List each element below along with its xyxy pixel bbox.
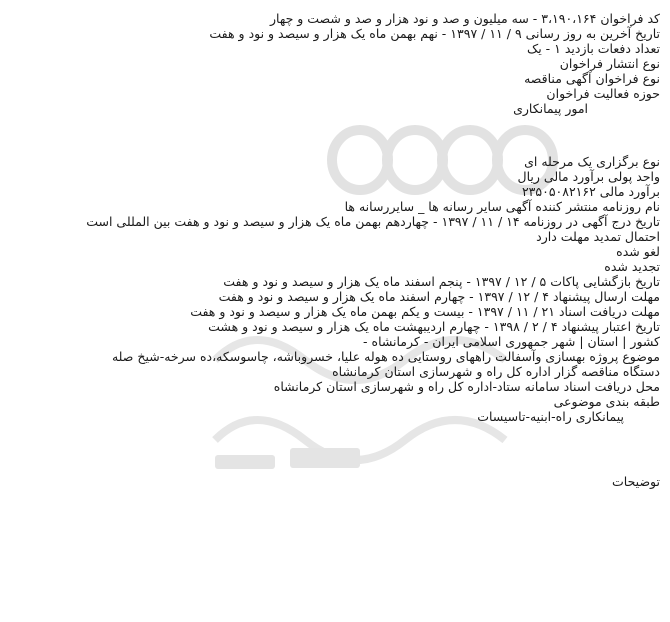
financial-estimate: برآورد مالی ۲۳۵۰۵۰۸۲۱۶۲ <box>521 184 660 199</box>
tender-notice <box>12 11 660 489</box>
publish-type: نوع انتشار فراخوان <box>559 56 660 71</box>
holding-type: نوع برگزاری یک مرحله ای <box>524 154 660 169</box>
subject-category-value: پیمانکاری راه-ابنیه-تاسیسات <box>477 409 624 424</box>
documents-deadline: مهلت دریافت اسناد ۲۱ / ۱۱ / ۱۳۹۷ - بیست و یکم بهمن ماه یک هزار و سیصد و نود و هفت <box>190 304 660 319</box>
proposal-validity-date: تاریخ اعتبار پیشنهاد ۴ / ۲ / ۱۳۹۸ - چهارم اردیبهشت ماه یک هزار و سیصد و نود و هشت <box>208 319 660 334</box>
subject: موضوع پروژه بهسازی وآسفالت راههای روستایی ده هوله علیا، خسروباشه، چاسوسکه،ده سرخه-شیخ صله <box>111 349 660 364</box>
newspaper-date: تاریخ درج آگهی در روزنامه ۱۴ / ۱۱ / ۱۳۹۷ - چهاردهم بهمن ماه یک هزار و سیصد و نود و هفت بین المللی است <box>86 214 660 229</box>
cancelled-status: لغو شده <box>616 244 660 259</box>
opening-date: تاریخ بازگشایی پاکات ۵ / ۱۲ / ۱۳۹۷ - پنجم اسفند ماه یک هزار و سیصد و نود و هفت <box>223 274 660 289</box>
location: کشور | استان | شهر جمهوری اسلامی ایران - کرمانشاه - <box>363 334 660 349</box>
documents-location: محل دریافت اسناد سامانه ستاد-اداره کل راه و شهرسازی استان کرمانشاه <box>273 379 660 394</box>
tendering-organization: دستگاه مناقصه گزار اداره کل راه و شهرسازی استان کرمانشاه <box>332 364 660 379</box>
extension-probability: احتمال تمدید مهلت دارد <box>536 229 660 244</box>
description-label: توضیحات <box>612 474 660 489</box>
view-count: تعداد دفعات بازدید ۱ - یک <box>527 41 660 56</box>
activity-field-label: حوزه فعالیت فراخوان <box>546 86 660 101</box>
submission-deadline: مهلت ارسال پیشنهاد ۴ / ۱۲ / ۱۳۹۷ - چهارم اسفند ماه یک هزار و سیصد و نود و هفت <box>218 289 660 304</box>
subject-category-label: طبقه بندی موضوعی <box>553 394 660 409</box>
newspaper-name: نام روزنامه منتشر کننده آگهی سایر رسانه ها _ سایررسانه ها <box>344 199 660 214</box>
last-update-date: تاریخ آخرین به روز رسانی ۹ / ۱۱ / ۱۳۹۷ - نهم بهمن ماه یک هزار و سیصد و نود و هفت <box>209 26 660 41</box>
call-type: نوع فراخوان آگهی مناقصه <box>524 71 660 86</box>
currency-unit: واحد پولی برآورد مالی ریال <box>517 169 660 184</box>
activity-field-value: امور پیمانکاری <box>513 101 588 116</box>
renewed-status: تجدید شده <box>604 259 660 274</box>
tender-code: کد فراخوان ۳،۱۹۰،۱۶۴ - سه میلیون و صد و نود هزار و صد و شصت و چهار <box>269 11 660 26</box>
